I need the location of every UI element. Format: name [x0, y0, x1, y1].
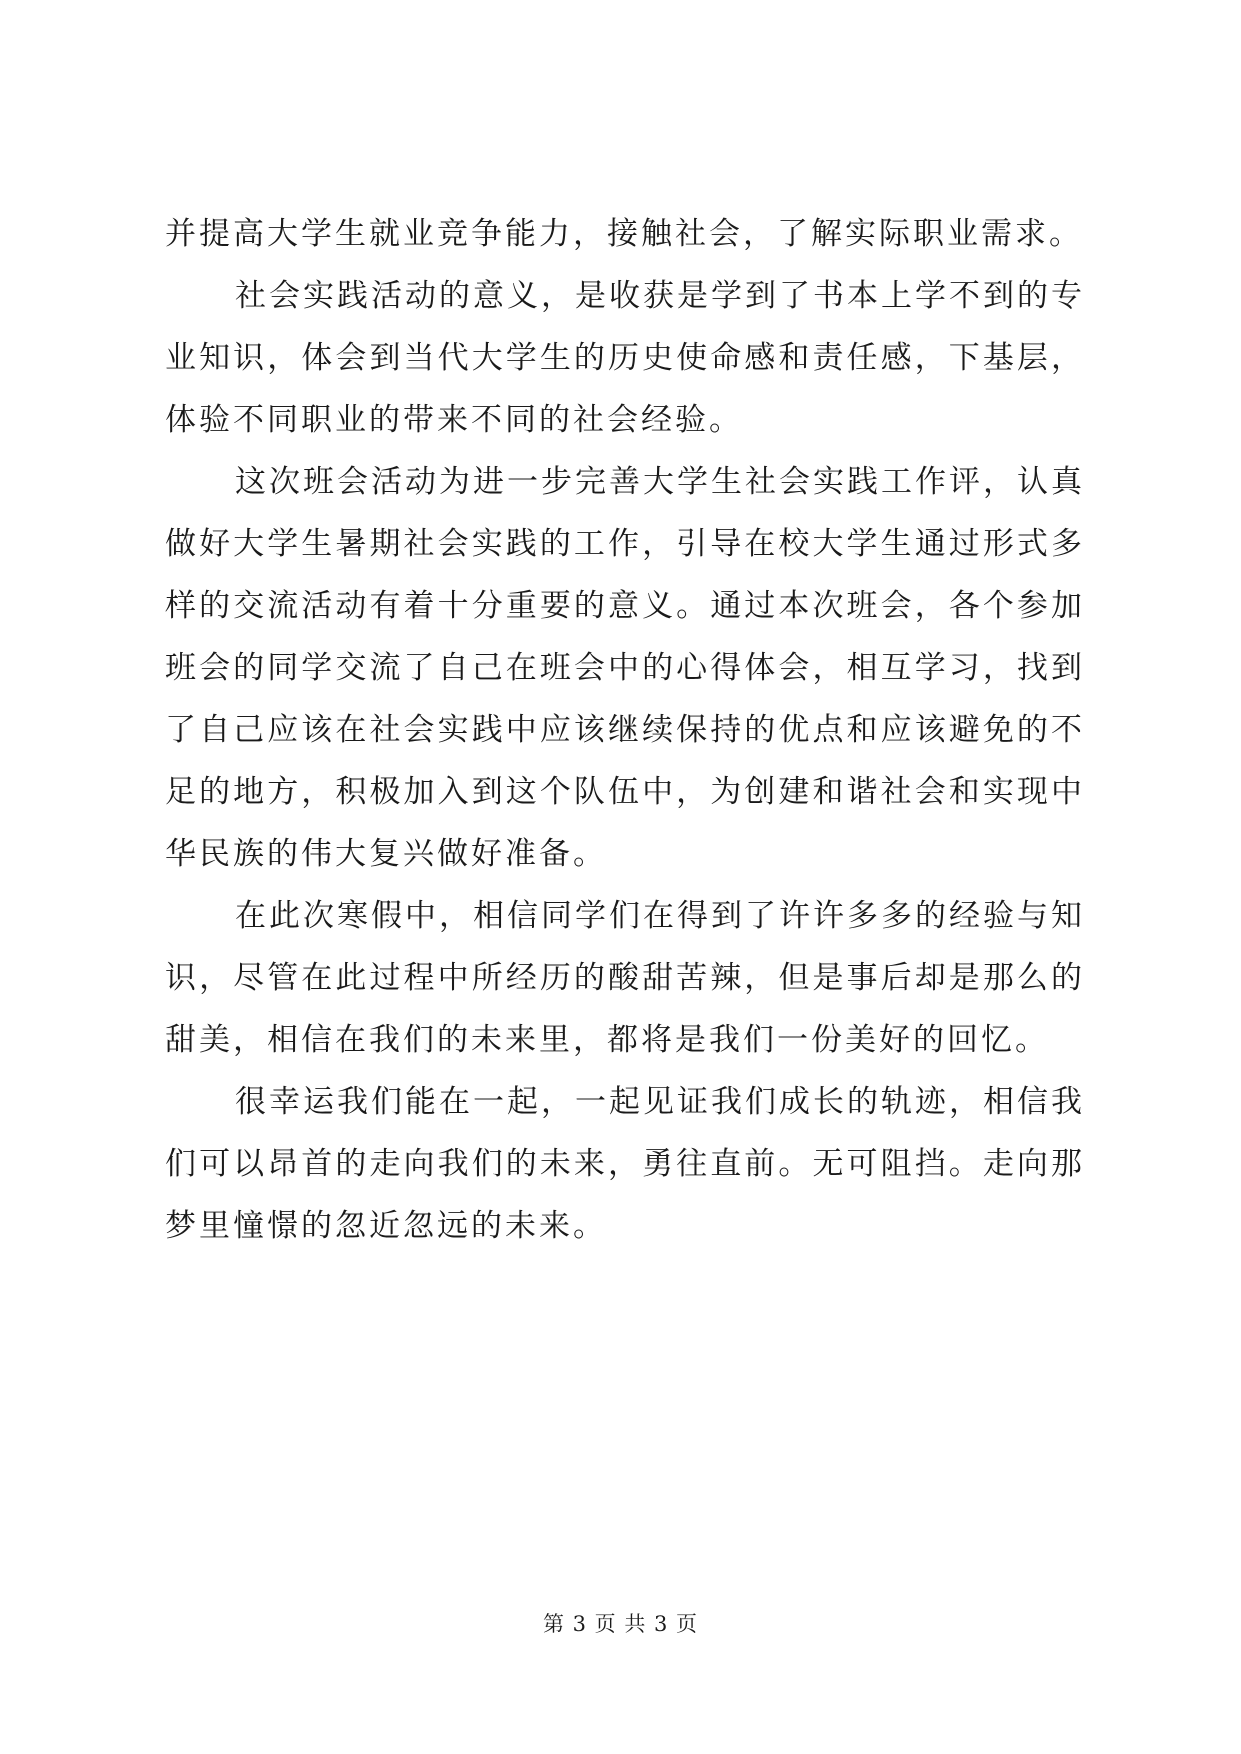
paragraph-winter-break: 在此次寒假中，相信同学们在得到了许许多多的经验与知识，尽管在此过程中所经历的酸甜苦辣，但是事后却是那么的甜美，相信在我们的未来里，都将是我们一份美好的回忆。 [165, 898, 1085, 1058]
paragraph-significance: 社会实践活动的意义，是收获是学到了书本上学不到的专业知识，体会到当代大学生的历史使命感和责任感，下基层，体验不同职业的带来不同的社会经验。 [165, 278, 1085, 438]
page-number-footer: 第 3 页 共 3 页 [542, 1612, 699, 1636]
document-body [165, 203, 1085, 1257]
paragraph-class-meeting: 这次班会活动为进一步完善大学生社会实践工作评，认真做好大学生暑期社会实践的工作，引导在校大学生通过形式多样的交流活动有着十分重要的意义。通过本次班会，各个参加班会的同学交流了自己在班会中的心得体会，相互学习，找到了自己应该在社会实践中应该继续保持的优点和应该避免的不足的地方，积极加入到这个队伍中，为创建和谐社会和实现中华民族的伟大复兴做好准备。 [165, 464, 1085, 872]
paragraph-conclusion: 很幸运我们能在一起，一起见证我们成长的轨迹，相信我们可以昂首的走向我们的未来，勇往直前。无可阻挡。走向那梦里憧憬的忽近忽远的未来。 [165, 1084, 1085, 1244]
paragraph-continuation: 并提高大学生就业竞争能力，接触社会，了解实际职业需求。 [165, 216, 1083, 252]
